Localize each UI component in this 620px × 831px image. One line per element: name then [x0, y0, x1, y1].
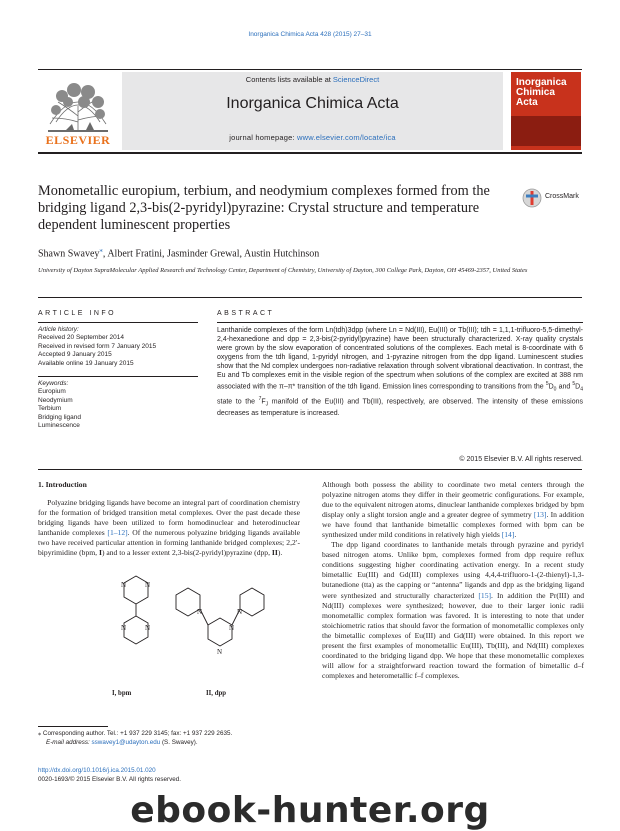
abstract-sub: 4: [580, 387, 583, 394]
structure-label-dpp: II, dpp: [206, 690, 227, 697]
email-suffix: (S. Swavey).: [160, 738, 198, 746]
body-text: .: [514, 530, 517, 540]
abstract-sub: J: [265, 401, 269, 408]
journal-homepage-link[interactable]: www.elsevier.com/locate/ica: [297, 133, 396, 142]
abstract-sup: 5: [545, 381, 549, 388]
intro-text: ).: [277, 548, 283, 558]
chemical-structures-figure: [100, 568, 280, 698]
journal-citation[interactable]: Inorganica Chimica Acta 428 (2015) 27–31: [248, 31, 372, 38]
author-others: , Albert Fratini, Jasminder Grewal, Austin Hutchinson: [102, 248, 320, 260]
footnote-mark: ⁎: [38, 730, 42, 737]
journal-title: Inorganica Chimica Acta: [226, 95, 399, 112]
svg-text:N: N: [229, 624, 235, 632]
contents-available-text: Contents lists available at: [245, 75, 333, 84]
contents-available: [122, 75, 503, 84]
abstract-sup: 7: [258, 396, 262, 403]
intro-text: Polyazine bridging ligands have become an integral part of coordination chemistry for the formation of bridged transition metal complexes. Over the past decade these bridging ligands have been utilized to form homodinuclear and heterodinuclear lanthanide complexes: [38, 498, 300, 538]
compound-label: I: [98, 548, 102, 558]
email-link[interactable]: sswavey1@udayton.edu: [91, 738, 161, 746]
citation-link[interactable]: [15]: [478, 590, 492, 600]
history-item: Accepted 9 January 2015: [38, 351, 112, 359]
keyword-item: Neodymium: [38, 396, 73, 404]
intro-text: ) and to a lesser extent 2,3-bis(2-pyridyl)pyrazine (dpp,: [101, 548, 272, 558]
intro-right-column: [322, 480, 584, 681]
svg-text:N: N: [145, 581, 151, 589]
journal-cover-title: Inorganica Chimica Acta: [516, 77, 567, 108]
svg-text:N: N: [121, 581, 127, 589]
article-history-label: Article history:: [38, 326, 79, 333]
keywords-label: Keywords:: [38, 380, 69, 387]
body-text: Although both possess the ability to coordinate two metal centers through the polyazine nitrogen atoms they differ in their geometric configurations. For example, due to the equivalent nitrogen atoms, dinuclear lanthanide complexes bridged by bpm display only a slight torsion angle and a greater degree of symmetry: [322, 480, 584, 520]
history-item: Received 20 September 2014: [38, 334, 125, 342]
keywords-rule: [38, 376, 198, 377]
article-info-rule: [38, 322, 198, 323]
journal-cover-band: [511, 116, 581, 146]
article-title: Monometallic europium, terbium, and neodymium complexes formed from the bridging ligand 2,3-bis(2-pyridyl)pyrazine: Crystal structure and temperature dependent luminescent properties: [38, 183, 490, 233]
svg-text:N: N: [121, 624, 127, 632]
author-corresponding: Shawn Swavey: [38, 248, 100, 260]
article-history: [38, 326, 198, 368]
crossmark-label: CrossMark: [545, 193, 579, 200]
doi-block: [38, 767, 181, 784]
keyword-item: Bridging ligand: [38, 413, 82, 421]
svg-text:N: N: [237, 608, 243, 616]
compound-label: II: [271, 548, 278, 558]
abstract-sup: 5: [572, 381, 576, 388]
abstract-text: [217, 327, 583, 419]
abstract-heading: ABSTRACT: [217, 310, 275, 317]
abstract-span: D: [548, 383, 554, 391]
keyword-item: Luminescence: [38, 422, 80, 430]
citation-link[interactable]: [13]: [533, 510, 547, 520]
section-heading-introduction: 1. Introduction: [38, 480, 87, 489]
keywords-list: [38, 380, 198, 430]
author-affiliation: University of Dayton SupraMolecular Applied Research and Technology Center, Department of Chemistry, University of Dayton, 300 College Park, Dayton, OH 45469-2357, United States: [38, 267, 528, 274]
svg-text:N: N: [145, 624, 151, 632]
journal-homepage-label: journal homepage:: [229, 133, 298, 142]
sciencedirect-link[interactable]: ScienceDirect: [332, 75, 380, 84]
header-bottom-rule: [38, 152, 582, 154]
issn-line: 0020-1693/© 2015 Elsevier B.V. All rights reserved.: [38, 775, 182, 783]
abstract-span: Lanthanide complexes of the form Ln(tdh)3dpp (where Ln = Nd(III), Eu(III) or Tb(III); tdh = 1,1,1-trifluoro-5,5-dimethyl-2,4-hexanedione and dpp = 2,3-bis(2-pyridyl)pyrazine) have been structurally characterized. X-ray quality crystals were grown by the slow evaporation of concentrated solutions of the complexes. Each metal is 8-coordinate with 6 oxygens from the tdh ligand, 1-pyridyl nitrogen, and 1-pyrazine nitrogen from the dpp ligand. Luminescent studies show that the Nd complex undergoes non-radiative relaxation through solvent vibrational deactivation. In contrast, the Eu and Tb complexes emit in the visible region of the spectrum when solutions of the complex are excited at 388 nm associated with the π–π* transition of the tdh ligand. Emission lines corresponding to transitions from the: [217, 327, 583, 391]
doi-link[interactable]: http://dx.doi.org/10.1016/j.ica.2015.01.020: [38, 767, 156, 774]
structure-label-bpm: I, bpm: [112, 690, 132, 697]
history-item: Received in revised form 7 January 2015: [38, 342, 157, 350]
abstract-copyright: © 2015 Elsevier B.V. All rights reserved.: [459, 456, 583, 463]
citation-link[interactable]: [14]: [501, 530, 515, 540]
corresponding-author-footnote: [38, 730, 300, 747]
crossmark-badge[interactable]: [522, 186, 582, 210]
body-text: . In addition we have found that lanthanide bimetallic complexes formed with bpm can be synthesized under mild conditions in relatively high yields: [322, 510, 584, 540]
citation-link[interactable]: [1–12]: [107, 528, 128, 538]
intro-paragraph: [38, 498, 300, 558]
abstract-bottom-rule: [38, 469, 582, 470]
journal-homepage: [122, 133, 503, 142]
watermark-text: ebook-hunter.org: [130, 790, 490, 831]
svg-text:N: N: [217, 648, 223, 656]
abstract-rule: [217, 322, 583, 323]
abstract-span: manifold of the Eu(III) and Tb(III), respectively, are observed. The intensity of these emissions decreases as temperature is increased.: [217, 398, 583, 417]
history-item: Available online 19 January 2015: [38, 359, 134, 367]
body-text: . In addition the Pr(III) and Nd(III) complexes were synthesized; however, due to their larger ionic radii monometallic complex formation was favored. It is interesting to note that under stoichiometric ratios that should favor the formation of monometallic complexes only the bimetallic complexes of Eu(III) and Gd(III) were obtained. In this report we present the first examples of monometallic Eu(III), Tb(III), and Nd(III) complexes coordinated to the bridging ligand dpp. We hope that these monometallic complexes will allow for a straightforward reaction toward the formation of bimetallic d–f complexes and heterometallic f–f complexes.: [322, 590, 584, 680]
intro-text: . Of the numerous polyazine bridging ligands available two have received particular attention in forming lanthanide bridged complexes; 2,2′-bipyrimidine (bpm,: [38, 528, 300, 558]
abstract-span: state to the: [217, 398, 259, 406]
header-top-rule: [38, 69, 582, 70]
footnote-text: Corresponding author. Tel.: +1 937 229 3145; fax: +1 937 229 2635.: [41, 730, 233, 737]
abstract-span: F: [261, 398, 266, 406]
meta-top-rule: [38, 297, 582, 298]
body-text: The dpp ligand coordinates to lanthanide metals through pyrazine and pyridyl based nitrogen atoms. Unlike bpm, complexes formed from dpp require reflux conditions suggesting higher coordinating activation energy. In a recent study bimetallic Eu(III) and Gd(III) complexes using 4,4,4-trifluoro-1-(2-thienyl)-1,3-butanedione (tta) as the capping or “antenna” ligands and dpp as the bridging ligand were synthesized and structurally characterized: [322, 540, 584, 600]
abstract-span: and: [556, 383, 573, 391]
abstract-span: D: [575, 383, 581, 391]
email-label: E-mail address:: [46, 738, 92, 746]
abstract-sub: 0: [553, 387, 557, 394]
keyword-item: Terbium: [38, 405, 62, 413]
elsevier-wordmark: ELSEVIER: [45, 133, 111, 147]
author-footnote-mark[interactable]: ⁎: [99, 246, 103, 254]
crossmark-icon: [522, 188, 542, 208]
author-list: [38, 246, 319, 259]
svg-text:N: N: [197, 608, 203, 616]
footnote-rule: [38, 726, 108, 727]
keyword-item: Europium: [38, 388, 66, 396]
article-info-heading: ARTICLE INFO: [38, 310, 117, 317]
